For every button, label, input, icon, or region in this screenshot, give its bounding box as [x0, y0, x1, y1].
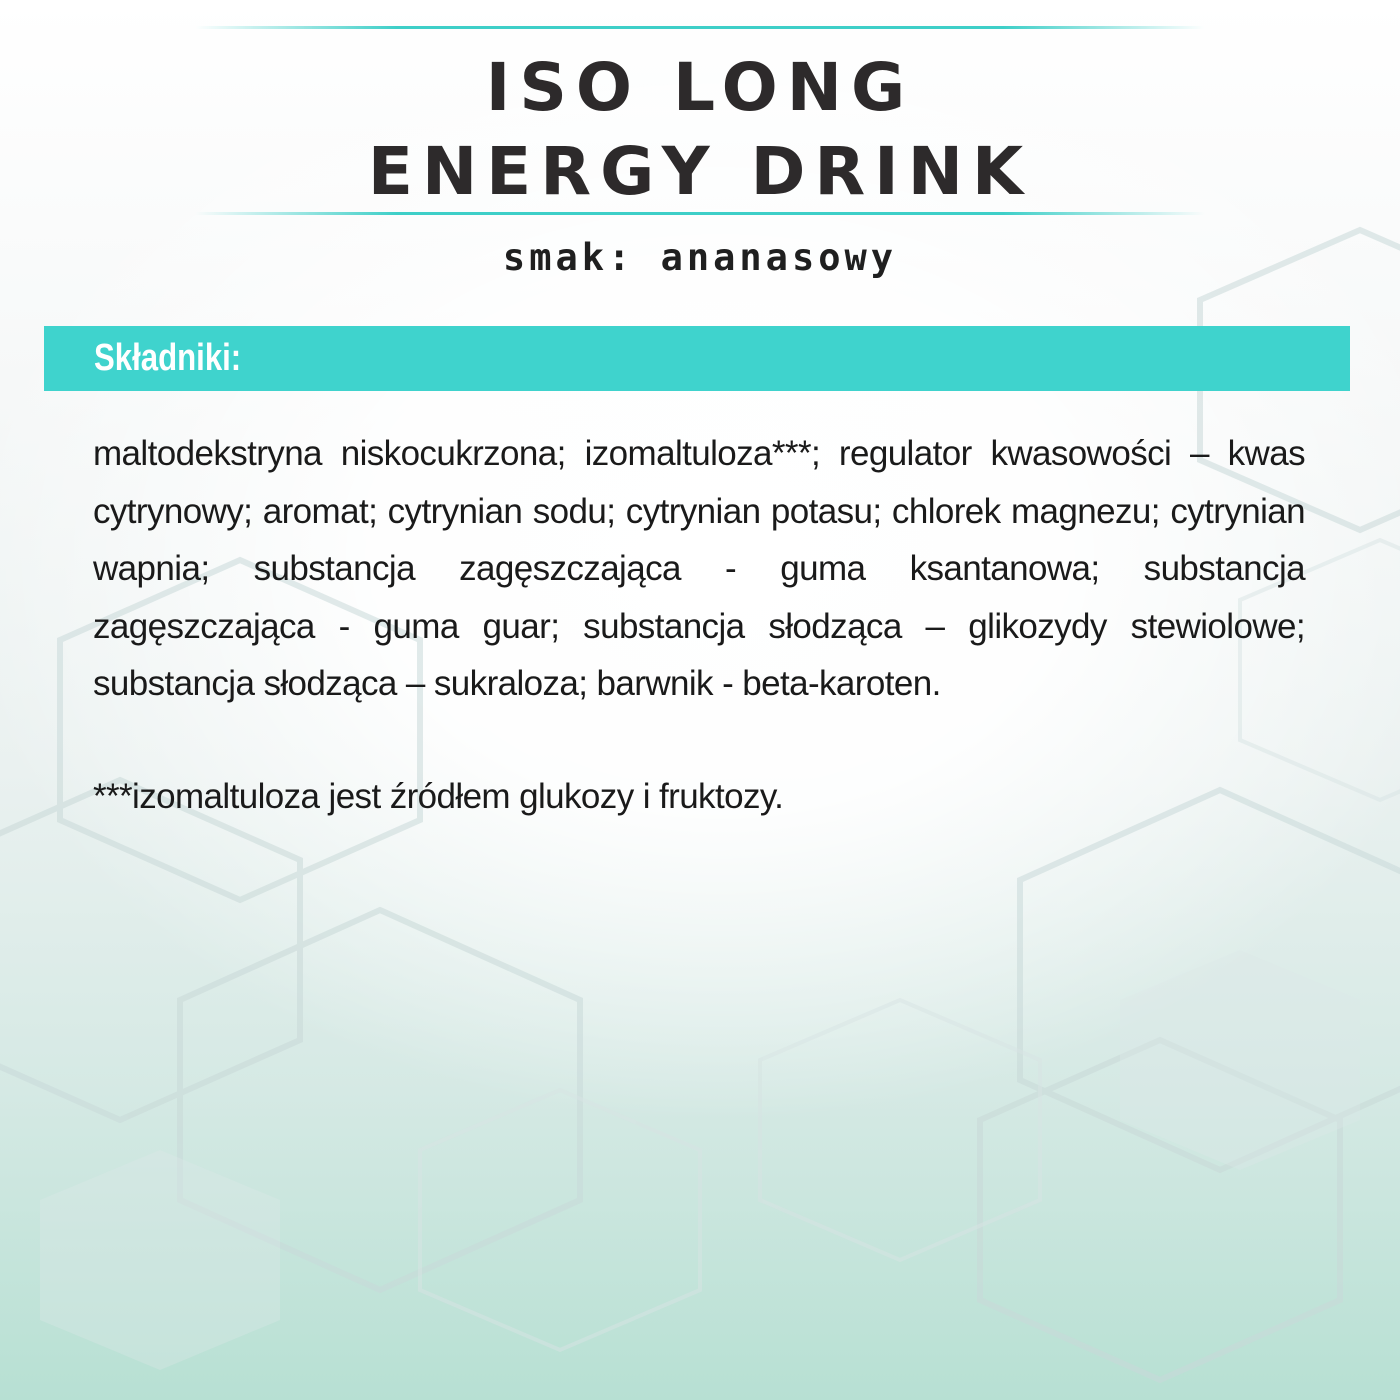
- section-header-bar: [44, 326, 1350, 391]
- top-divider: [195, 26, 1205, 29]
- product-title-line-2: ENERGY DRINK: [367, 133, 1033, 210]
- ingredients-footnote: ***izomaltuloza jest źródłem glukozy i fruktozy.: [93, 777, 784, 816]
- bottom-divider: [195, 212, 1205, 215]
- ingredients-text: maltodekstryna niskocukrzona; izomaltuloza***; regulator kwasowości – kwas cytrynowy; aromat; cytrynian sodu; cytrynian potasu; chlorek magnezu; cytrynian wapnia; substancja zagęszczająca - guma ksantanowa; substancja zagęszczająca - guma guar; substancja słodząca – glikozydy stewiolowe; substancja słodząca – sukraloza; barwnik - beta-karoten.: [93, 434, 1305, 703]
- product-title-line-1: ISO LONG: [485, 49, 915, 126]
- section-header-label: Składniki:: [94, 337, 242, 379]
- product-title: [0, 46, 1400, 214]
- flavor-label: smak: ananasowy: [502, 236, 898, 279]
